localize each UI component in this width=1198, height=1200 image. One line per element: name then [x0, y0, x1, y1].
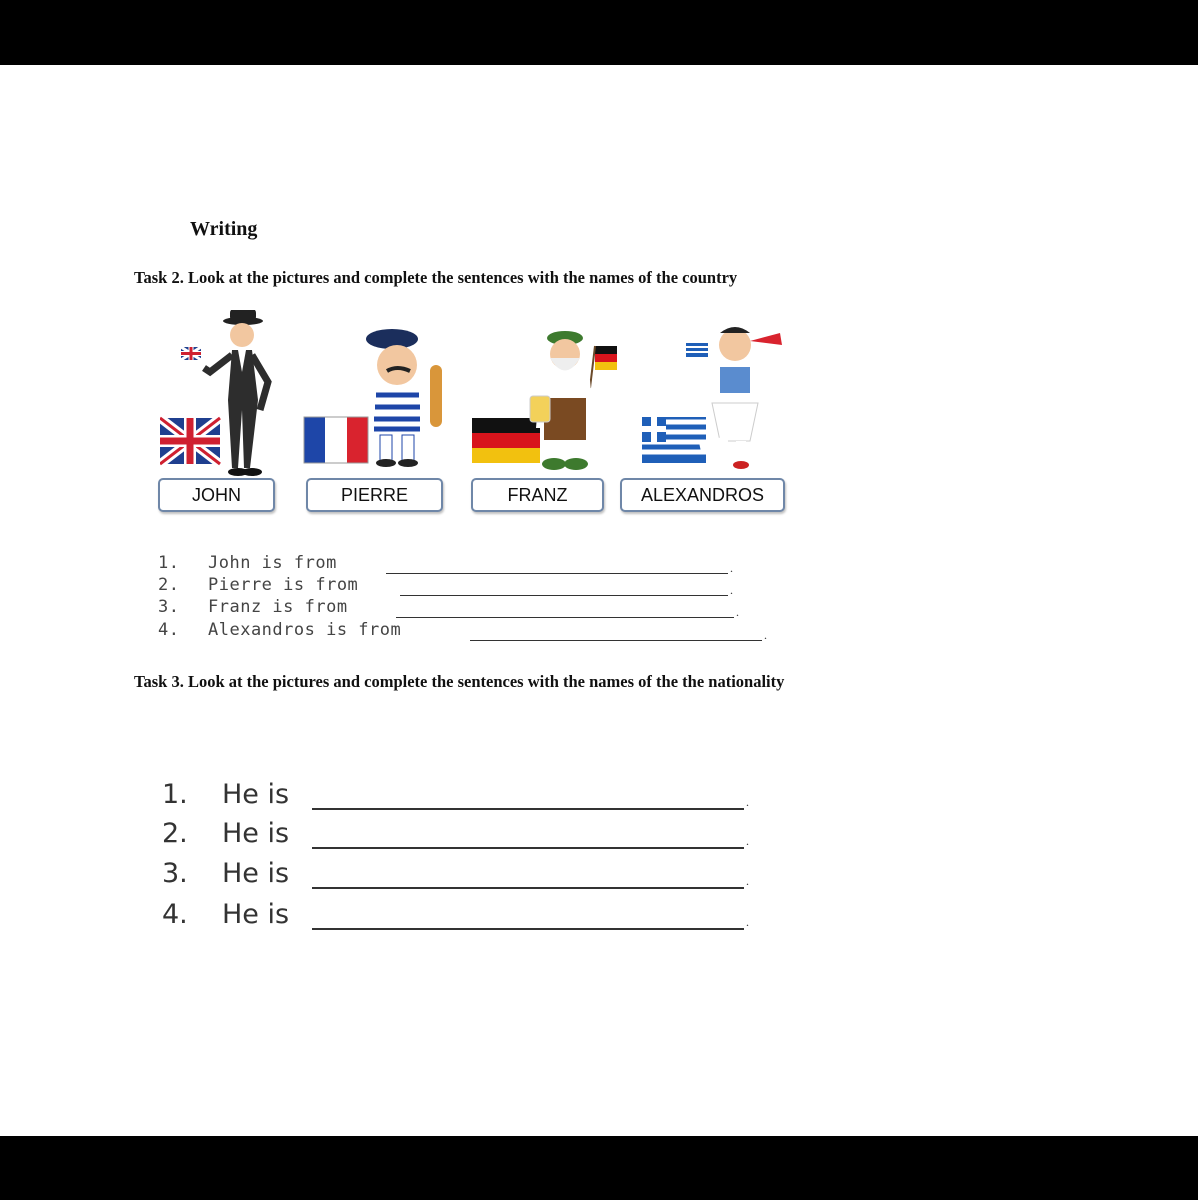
- answer-line[interactable]: [400, 595, 728, 596]
- task3-sentence: 2. He is: [162, 818, 290, 849]
- alexandros-illustration: [640, 323, 790, 473]
- france-flag: [304, 417, 368, 463]
- greece-flag: [642, 417, 706, 463]
- task3-sentence: 3. He is: [162, 858, 290, 889]
- task2-sentence: 4. Alexandros is from: [158, 620, 402, 640]
- answer-line[interactable]: [312, 887, 744, 889]
- small-greece-flag: [686, 343, 708, 357]
- franz-illustration: [470, 328, 630, 478]
- pierre-illustration: [302, 325, 452, 475]
- answer-line[interactable]: [312, 847, 744, 849]
- small-uk-flag: [181, 347, 201, 360]
- task2-sentence: 2. Pierre is from: [158, 575, 359, 595]
- answer-line[interactable]: [312, 928, 744, 930]
- section-heading: Writing: [190, 218, 258, 240]
- task2-title: Task 2. Look at the pictures and complete the sentences with the names of the country: [134, 268, 738, 287]
- answer-line[interactable]: [386, 573, 728, 574]
- task2-sentence: 3. Franz is from: [158, 597, 348, 617]
- answer-line[interactable]: [312, 808, 744, 810]
- task3-sentence: 4. He is: [162, 899, 290, 930]
- john-illustration: [160, 310, 280, 480]
- name-box-pierre: PIERRE: [306, 478, 443, 512]
- task2-sentence: 1. John is from: [158, 553, 337, 573]
- answer-line[interactable]: [470, 640, 762, 641]
- small-germany-flag: [590, 346, 617, 388]
- task3-title: Task 3. Look at the pictures and complete the sentences with the names of the the nationality: [134, 672, 785, 691]
- name-box-alexandros: ALEXANDROS: [620, 478, 785, 512]
- name-box-john: JOHN: [158, 478, 275, 512]
- germany-flag: [472, 418, 540, 463]
- uk-flag: [160, 418, 220, 464]
- task3-exercise: 1. He is . 2. He is . 3. He is . 4. He is .: [140, 765, 800, 945]
- answer-line[interactable]: [396, 617, 734, 618]
- name-box-franz: FRANZ: [471, 478, 604, 512]
- task2-exercise: 1. John is from . 2. Pierre is from . 3. Franz is from . 4. Alexandros is from .: [158, 553, 767, 642]
- worksheet-page: [0, 65, 1198, 1136]
- task3-sentence: 1. He is: [162, 779, 290, 810]
